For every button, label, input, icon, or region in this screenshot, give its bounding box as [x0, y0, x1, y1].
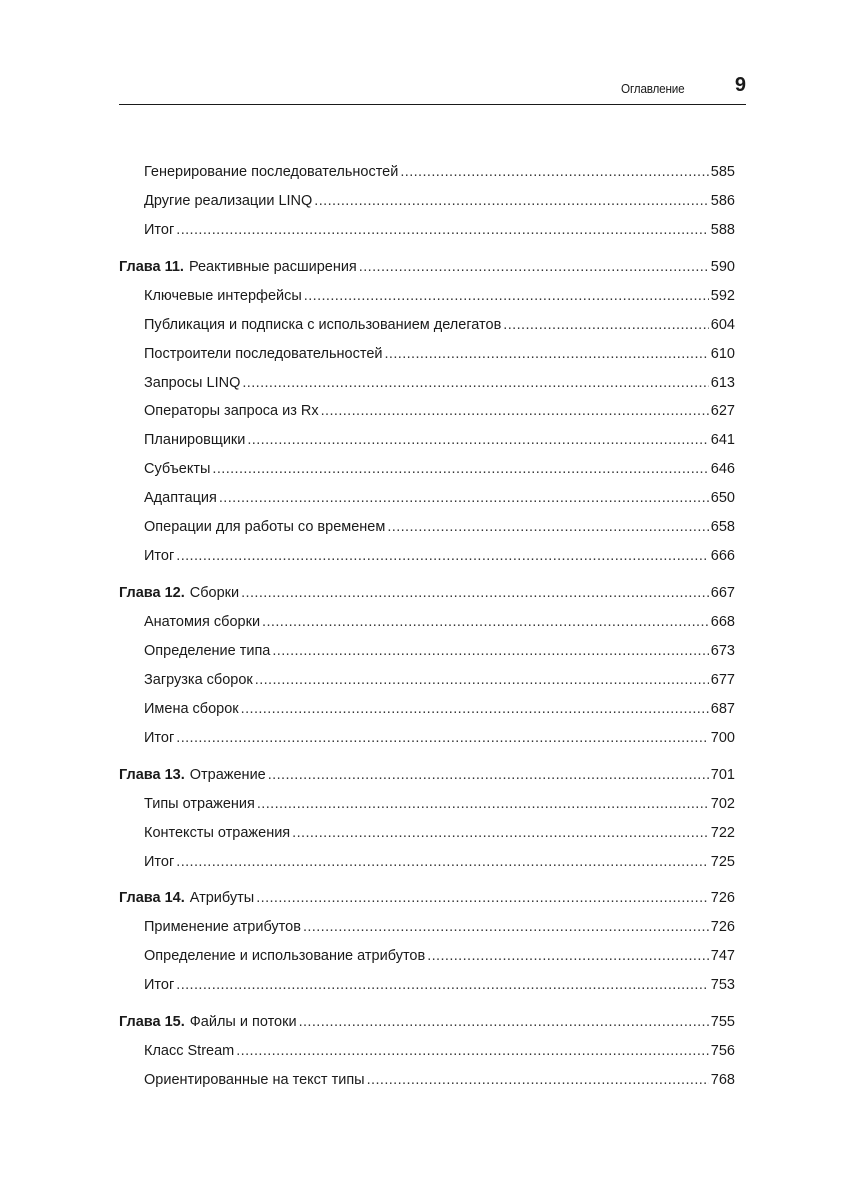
toc-entry-title: Субъекты [144, 461, 211, 477]
toc-leader [272, 640, 708, 662]
toc-leader [241, 698, 709, 720]
toc-entry-title: Адаптация [144, 490, 217, 506]
toc-entry [144, 545, 735, 567]
toc-entry-page: 592 [710, 288, 735, 304]
toc-entry-title: Определение и использование атрибутов [144, 948, 426, 964]
toc-entry [144, 669, 735, 691]
toc-entry-title: Сборки [189, 585, 240, 601]
toc-entry-title: Планировщики [144, 432, 246, 448]
toc-entry [144, 1040, 735, 1062]
toc-entry [144, 516, 735, 538]
toc-entry-page: 677 [710, 672, 735, 688]
toc-entry [144, 916, 735, 938]
toc-leader [503, 314, 709, 336]
toc-leader [247, 429, 708, 451]
toc-entry-page: 586 [710, 193, 735, 209]
toc-leader [242, 372, 708, 394]
toc-leader [236, 1040, 709, 1062]
toc-entry-page: 613 [710, 375, 735, 391]
toc-entry-title: Итог [144, 548, 175, 564]
chapter-label: Глава 14. [119, 890, 185, 906]
toc-leader [241, 582, 709, 604]
toc-entry-title: Загрузка сборок [144, 672, 253, 688]
toc-entry [144, 945, 735, 967]
toc-entry-title: Построители последовательностей [144, 346, 383, 362]
toc-entry-title: Другие реализации LINQ [144, 193, 313, 209]
toc-entry-page: 627 [710, 403, 735, 419]
toc-entry-title: Отражение [189, 767, 266, 783]
toc-leader [303, 916, 709, 938]
toc-leader [304, 285, 709, 307]
toc-leader [176, 219, 709, 241]
toc-leader [257, 793, 709, 815]
toc-chapter-entry [119, 256, 735, 278]
toc-entry-page: 755 [710, 1014, 735, 1030]
header-title: Оглавление [620, 81, 684, 96]
toc-entry-page: 590 [710, 259, 735, 275]
toc-entry [144, 698, 735, 720]
toc-entry-page: 701 [710, 767, 735, 783]
toc-leader [387, 516, 708, 538]
toc-chapter-entry [119, 1011, 735, 1033]
toc-entry [144, 727, 735, 749]
toc-entry [144, 285, 735, 307]
toc-entry-page: 667 [710, 585, 735, 601]
toc-entry [144, 458, 735, 480]
toc-chapter-entry [119, 764, 735, 786]
toc-leader [367, 1069, 709, 1091]
toc-leader [292, 822, 709, 844]
toc-entry-title: Файлы и потоки [189, 1014, 297, 1030]
toc-leader [268, 764, 709, 786]
toc-entry-title: Типы отражения [144, 796, 255, 812]
page-number: 9 [734, 74, 746, 96]
toc-entry-page: 756 [710, 1043, 735, 1059]
toc-entry [144, 611, 735, 633]
toc-entry-title: Применение атрибутов [144, 919, 301, 935]
toc-entry-page: 702 [710, 796, 735, 812]
toc-entry-title: Атрибуты [189, 890, 255, 906]
toc-entry-title: Имена сборок [144, 701, 239, 717]
toc-entry-page: 726 [710, 890, 735, 906]
toc-entry-title: Определение типа [144, 643, 271, 659]
toc-leader [299, 1011, 709, 1033]
toc-entry-page: 641 [710, 432, 735, 448]
toc-leader [255, 669, 709, 691]
toc-entry [144, 190, 735, 212]
toc-entry-page: 687 [710, 701, 735, 717]
toc-leader [359, 256, 709, 278]
toc-chapter-entry [119, 887, 735, 909]
toc-entry-title: Запросы LINQ [144, 375, 241, 391]
toc-entry [144, 343, 735, 365]
toc-leader [384, 343, 708, 365]
toc-entry-page: 658 [710, 519, 735, 535]
toc-leader [321, 400, 709, 422]
toc-entry-title: Итог [144, 854, 175, 870]
toc-entry-title: Класс Stream [144, 1043, 235, 1059]
toc-entry-title: Ключевые интерфейсы [144, 288, 302, 304]
toc-entry [144, 429, 735, 451]
toc-leader [212, 458, 708, 480]
toc-entry-page: 700 [710, 730, 735, 746]
toc-leader [219, 487, 709, 509]
toc-leader [427, 945, 709, 967]
toc-entry [144, 161, 735, 183]
toc-entry-title: Ориентированные на текст типы [144, 1072, 365, 1088]
toc-entry-page: 646 [710, 461, 735, 477]
toc-leader [176, 974, 709, 996]
toc-entry [144, 851, 735, 873]
toc-entry-page: 588 [710, 222, 735, 238]
toc-leader [176, 545, 709, 567]
toc-entry-title: Генерирование последовательностей [144, 164, 399, 180]
toc-entry-page: 666 [710, 548, 735, 564]
toc-entry-page: 725 [710, 854, 735, 870]
toc-entry-title: Итог [144, 222, 175, 238]
toc-entry [144, 372, 735, 394]
toc-entry [144, 974, 735, 996]
toc-leader [262, 611, 709, 633]
toc-entry-page: 650 [710, 490, 735, 506]
toc-entry-page: 673 [710, 643, 735, 659]
toc-leader [256, 887, 709, 909]
toc-entry-title: Операторы запроса из Rx [144, 403, 319, 419]
toc-entry [144, 640, 735, 662]
toc-entry-page: 604 [710, 317, 735, 333]
toc-entry-title: Анатомия сборки [144, 614, 261, 630]
toc-entry [144, 314, 735, 336]
toc-chapter-entry [119, 582, 735, 604]
chapter-label: Глава 11. [119, 259, 184, 275]
toc-entry-page: 768 [710, 1072, 735, 1088]
toc-leader [176, 851, 709, 873]
toc-entry-page: 610 [710, 346, 735, 362]
toc-entry [144, 1069, 735, 1091]
chapter-label: Глава 15. [119, 1014, 185, 1030]
toc-entry [144, 822, 735, 844]
toc-entry-title: Операции для работы со временем [144, 519, 386, 535]
toc-leader [400, 161, 708, 183]
toc-entry-page: 747 [710, 948, 735, 964]
toc-entry-title: Публикация и подписка с использованием делегатов [144, 317, 502, 333]
toc-entry-page: 722 [710, 825, 735, 841]
toc-entry-page: 585 [710, 164, 735, 180]
toc-entry-title: Реактивные расширения [188, 259, 357, 275]
toc-entry [144, 219, 735, 241]
chapter-label: Глава 13. [119, 767, 185, 783]
toc-entry [144, 793, 735, 815]
toc-entry-title: Итог [144, 977, 175, 993]
chapter-label: Глава 12. [119, 585, 185, 601]
toc-leader [314, 190, 709, 212]
toc-entry-title: Контексты отражения [144, 825, 291, 841]
toc-entry [144, 487, 735, 509]
toc-entry-title: Итог [144, 730, 175, 746]
toc-leader [176, 727, 709, 749]
toc-entry-page: 726 [710, 919, 735, 935]
toc-entry-page: 668 [710, 614, 735, 630]
toc-entry-page: 753 [710, 977, 735, 993]
toc-entry [144, 400, 735, 422]
